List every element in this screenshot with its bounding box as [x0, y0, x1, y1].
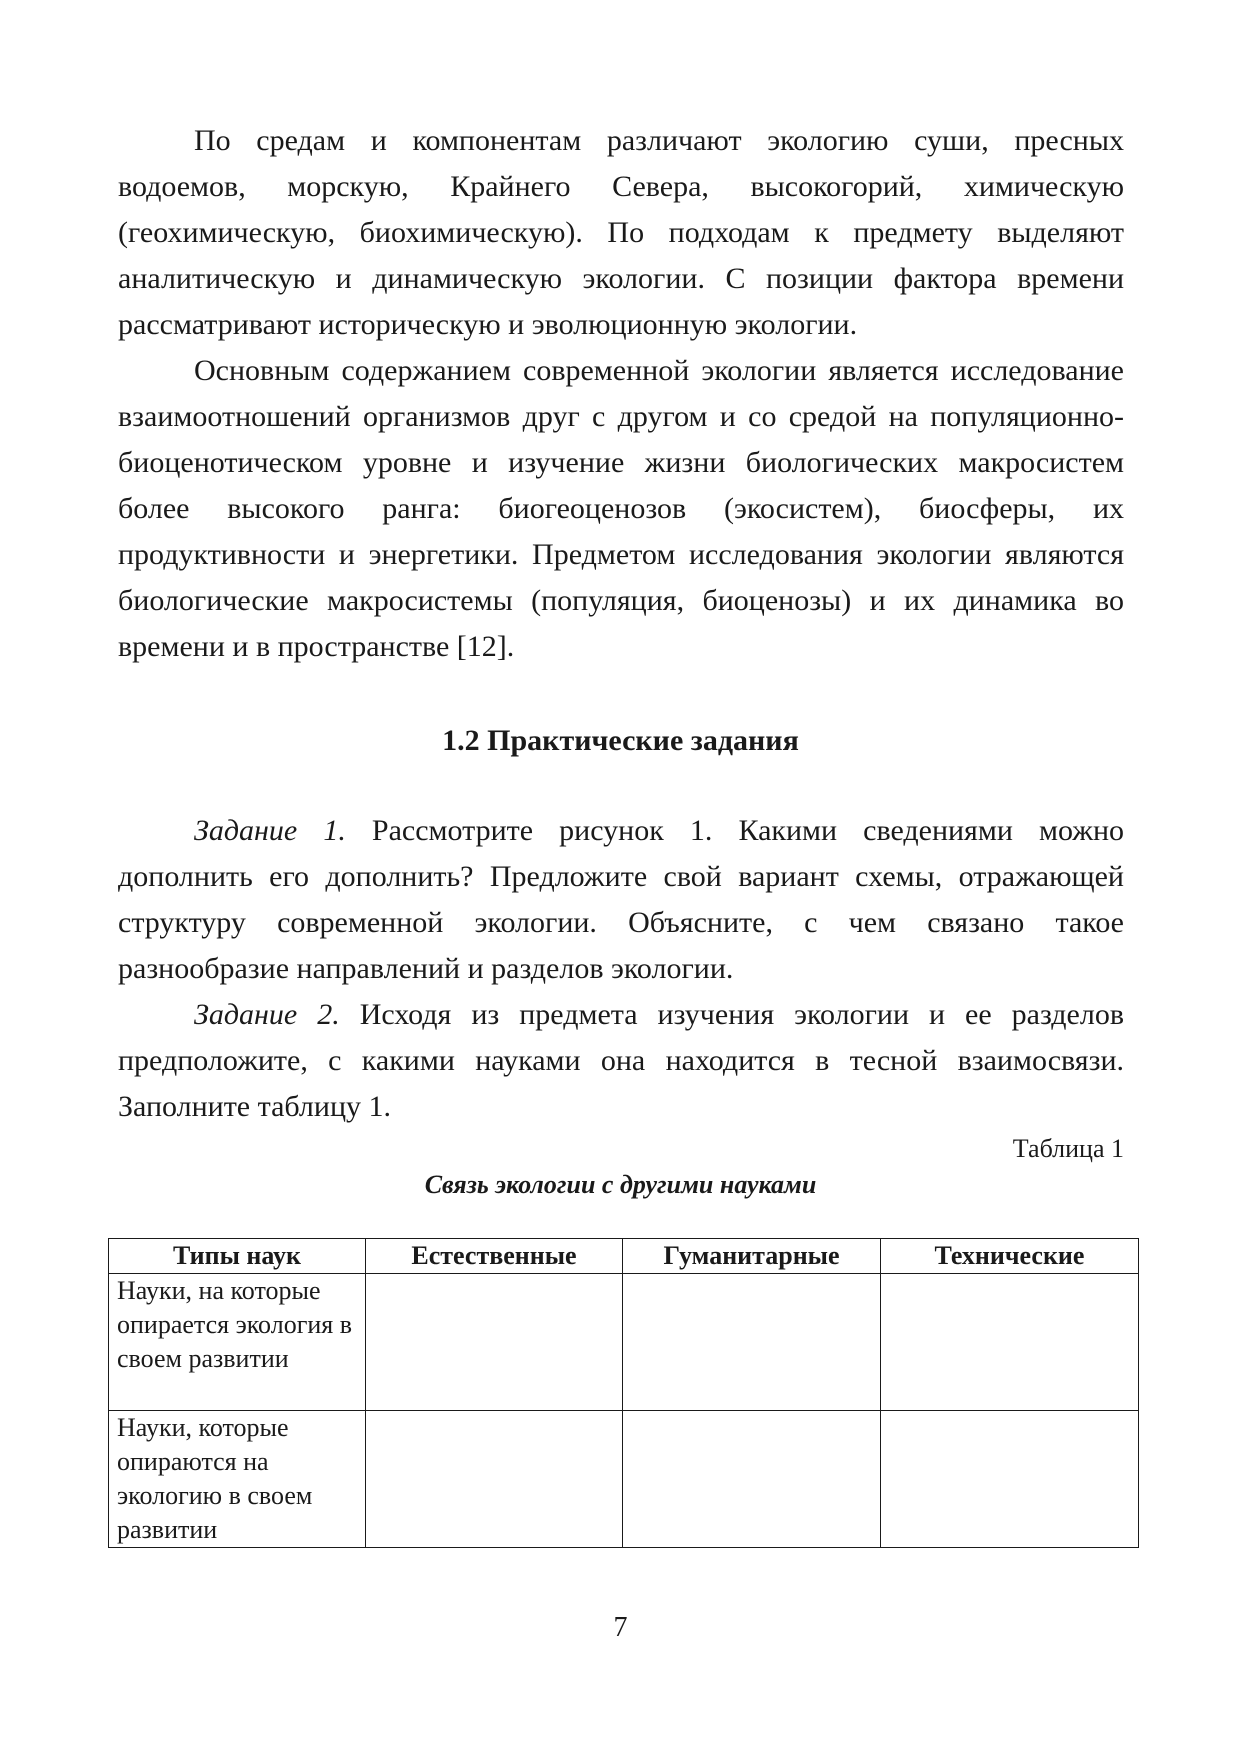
header-science-types: Типы наук: [109, 1239, 366, 1274]
table-caption: Связь экологии с другими науками: [424, 1170, 817, 1199]
task-1-text: Рассмотрите рисунок 1. Какими сведениями можно дополнить его дополнить? Предложите свой вариант схемы, отражающей структуру современной экологии. Объясните, с чем связано такое разнообразие направлений и разделов экологии.: [118, 814, 1125, 985]
header-technical: Технические: [881, 1239, 1139, 1274]
table-header-row: [109, 1239, 1139, 1274]
row-1-label: Науки, на которые опирается экология в своем развитии: [109, 1274, 366, 1411]
row-1-technical-cell[interactable]: [881, 1274, 1139, 1411]
row-2-humanities-cell[interactable]: [623, 1411, 881, 1548]
body-paragraph-1: По средам и компонентам различают экологию суши, пресных водоемов, морскую, Крайнего Севера, высокогорий, химическую (геохимическую, биохимическую). По подходам к предмету выделяют аналитическую и динамическую экологии. С позиции фактора времени рассматривают историческую и эволюционную экологии.: [118, 124, 1124, 341]
row-2-natural-cell[interactable]: [366, 1411, 623, 1548]
table-label: Таблица 1: [1012, 1134, 1124, 1163]
header-natural: Естественные: [366, 1239, 623, 1274]
row-2-label: Науки, которые опираются на экологию в своем развитии: [109, 1411, 366, 1548]
table-row: [109, 1274, 1139, 1411]
row-1-humanities-cell[interactable]: [623, 1274, 881, 1411]
page-number: 7: [613, 1612, 628, 1643]
task-2-label: Задание 2.: [194, 998, 340, 1031]
task-1-label: Задание 1.: [194, 814, 346, 847]
header-humanities: Гуманитарные: [623, 1239, 881, 1274]
body-paragraph-2: Основным содержанием современной экологии является исследование взаимоотношений организмов друг с другом и со средой на популяционно-биоценотическом уровне и изучение жизни биологических макросистем более высокого ранга: биогеоценозов (экосистем), биосферы, их продуктивности и энергетики. Предметом исследования экологии являются биологические макросистемы (популяция, биоценозы) и их динамика во времени и в пространстве [12].: [118, 354, 1124, 663]
row-1-natural-cell[interactable]: [366, 1274, 623, 1411]
task-2-paragraph: [118, 992, 1124, 1130]
table-row: [109, 1411, 1139, 1548]
task-2-text: Исходя из предмета изучения экологии и ее разделов предположите, с какими науками она находится в тесной взаимосвязи. Заполните таблицу 1.: [118, 998, 1124, 1123]
task-1-paragraph: [118, 808, 1124, 992]
section-heading: 1.2 Практические задания: [442, 724, 799, 757]
science-relations-table: [108, 1238, 1139, 1548]
row-2-technical-cell[interactable]: [881, 1411, 1139, 1548]
